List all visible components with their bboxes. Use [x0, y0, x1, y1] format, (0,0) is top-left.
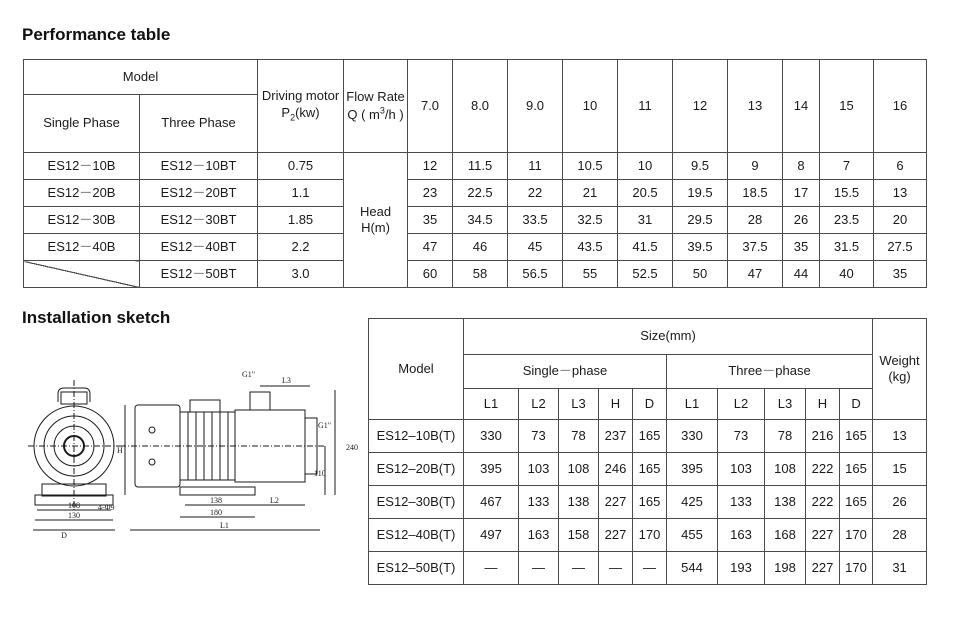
size-value: — [633, 552, 667, 585]
head-value: 9 [728, 153, 783, 180]
head-value: 45 [508, 234, 563, 261]
size-value: 168 [765, 519, 806, 552]
size-value: 138 [559, 486, 599, 519]
table-row [369, 453, 927, 486]
size-value: 425 [667, 486, 718, 519]
size-value: 165 [633, 486, 667, 519]
size-value: 165 [840, 486, 873, 519]
size-value: 138 [765, 486, 806, 519]
size-value: 237 [599, 420, 633, 453]
q-unit-label: Q ( $m^3/h$ ) [347, 105, 404, 122]
size-value: 227 [599, 486, 633, 519]
head-value: 29.5 [673, 207, 728, 234]
three-phase-model: ES12－20BT [140, 180, 258, 207]
size-value: 158 [559, 519, 599, 552]
head-value: 8 [783, 153, 820, 180]
head-value: 7 [820, 153, 874, 180]
dim-d-label: D [61, 531, 67, 540]
head-value: 39.5 [673, 234, 728, 261]
size-value: — [599, 552, 633, 585]
dimension-column-header: L3 [559, 389, 599, 420]
size-value: 73 [718, 420, 765, 453]
size-value: 170 [840, 519, 873, 552]
dim-240-label: 240 [346, 443, 358, 452]
three-phase-model: ES12－30BT [140, 207, 258, 234]
pump-side-view [120, 392, 325, 495]
size-value: 222 [806, 486, 840, 519]
head-value: 35 [408, 207, 453, 234]
motor-power: 1.1 [258, 180, 344, 207]
size-value: 467 [464, 486, 519, 519]
size-value: 170 [633, 519, 667, 552]
single-phase-header: Single－phase [464, 355, 667, 389]
size-value: 497 [464, 519, 519, 552]
head-value: 19.5 [673, 180, 728, 207]
head-value: 12 [408, 153, 453, 180]
weight-value: 28 [873, 519, 927, 552]
size-value: 544 [667, 552, 718, 585]
g1-right-label: G1" [318, 421, 332, 430]
flow-value: 8.0 [453, 60, 508, 153]
flow-value: 10 [563, 60, 618, 153]
dimension-column-header: L2 [519, 389, 559, 420]
table-row [369, 486, 927, 519]
head-value: 43.5 [563, 234, 618, 261]
dim-138-label: 138 [210, 496, 222, 505]
size-value: 222 [806, 453, 840, 486]
head-value: 22 [508, 180, 563, 207]
model-cell: ES12–40B(T) [369, 519, 464, 552]
model-header: Model [369, 319, 464, 420]
dim-130-label: 130 [68, 511, 80, 520]
size-value: 227 [806, 552, 840, 585]
head-value: 47 [408, 234, 453, 261]
size-value: 163 [519, 519, 559, 552]
table-row [24, 234, 927, 261]
table-row [369, 552, 927, 585]
size-value: — [559, 552, 599, 585]
motor-power: 0.75 [258, 153, 344, 180]
table-row [24, 207, 927, 234]
head-value: 20 [874, 207, 927, 234]
size-value: 227 [599, 519, 633, 552]
head-value: 35 [874, 261, 927, 288]
size-value: 216 [806, 420, 840, 453]
head-value: 10 [618, 153, 673, 180]
head-value: 18.5 [728, 180, 783, 207]
size-value: 165 [633, 453, 667, 486]
dimension-column-header: H [806, 389, 840, 420]
size-value: 227 [806, 519, 840, 552]
model-header: Model [24, 60, 258, 95]
size-value: 103 [718, 453, 765, 486]
head-unit: H(m) [361, 220, 390, 235]
holes-label: 4-Φ9 [98, 503, 115, 512]
head-value: 32.5 [563, 207, 618, 234]
dimension-column-header: L3 [765, 389, 806, 420]
dimension-column-header: L2 [718, 389, 765, 420]
head-label-cell [344, 153, 408, 288]
dimension-column-header: D [633, 389, 667, 420]
head-value: 44 [783, 261, 820, 288]
head-value: 41.5 [618, 234, 673, 261]
size-value: 330 [667, 420, 718, 453]
table-row [369, 519, 927, 552]
flow-value: 9.0 [508, 60, 563, 153]
head-value: 47 [728, 261, 783, 288]
size-value: 395 [667, 453, 718, 486]
dimension-column-header: L1 [464, 389, 519, 420]
three-phase-header: Three－phase [667, 355, 873, 389]
table-row [24, 180, 927, 207]
flow-rate-label: Flow Rate [346, 89, 405, 105]
single-phase-model: ES12－10B [24, 153, 140, 180]
head-value: 23.5 [820, 207, 874, 234]
flow-value: 15 [820, 60, 874, 153]
head-value: 10.5 [563, 153, 618, 180]
head-value: 22.5 [453, 180, 508, 207]
size-value: 165 [633, 420, 667, 453]
head-value: 11 [508, 153, 563, 180]
head-value: 37.5 [728, 234, 783, 261]
size-value: 330 [464, 420, 519, 453]
driving-motor-header [258, 60, 344, 153]
performance-table [23, 59, 927, 288]
weight-value: 26 [873, 486, 927, 519]
size-header: Size(mm) [464, 319, 873, 355]
size-value: 108 [765, 453, 806, 486]
single-phase-header: Single Phase [24, 95, 140, 153]
weight-value: 15 [873, 453, 927, 486]
size-value: — [519, 552, 559, 585]
motor-power: 1.85 [258, 207, 344, 234]
head-value: 55 [563, 261, 618, 288]
performance-table-heading: Performance table [22, 25, 171, 44]
size-value: 73 [519, 420, 559, 453]
single-phase-model: ES12－20B [24, 180, 140, 207]
side-dimensions [117, 370, 358, 530]
head-label: Head [359, 203, 392, 219]
head-value: 40 [820, 261, 874, 288]
head-value: 6 [874, 153, 927, 180]
head-value: 28 [728, 207, 783, 234]
single-phase-model: ES12－30B [24, 207, 140, 234]
size-value: 455 [667, 519, 718, 552]
driving-motor-label: Driving motor [261, 88, 340, 104]
l3-label: L3 [282, 376, 291, 385]
three-phase-header: Three Phase [140, 95, 258, 153]
table-row [24, 153, 927, 180]
motor-power: 3.0 [258, 261, 344, 288]
flow-value: 16 [874, 60, 927, 153]
model-cell: ES12–20B(T) [369, 453, 464, 486]
head-value: 20.5 [618, 180, 673, 207]
size-value: 78 [559, 420, 599, 453]
head-value: 50 [673, 261, 728, 288]
head-value: 13 [874, 180, 927, 207]
head-value: 31.5 [820, 234, 874, 261]
head-value: 52.5 [618, 261, 673, 288]
l2-label: L2 [270, 496, 279, 505]
three-phase-model: ES12－40BT [140, 234, 258, 261]
head-value: 26 [783, 207, 820, 234]
head-value: 23 [408, 180, 453, 207]
head-value: 46 [453, 234, 508, 261]
size-value: 133 [718, 486, 765, 519]
motor-power: 2.2 [258, 234, 344, 261]
dim-180-label: 180 [210, 508, 222, 517]
table-row [369, 420, 927, 453]
installation-sketch [20, 350, 365, 545]
head-value: 17 [783, 180, 820, 207]
head-value: 31 [618, 207, 673, 234]
flow-value: 7.0 [408, 60, 453, 153]
head-value: 60 [408, 261, 453, 288]
head-value: 34.5 [453, 207, 508, 234]
model-cell: ES12–50B(T) [369, 552, 464, 585]
head-value: 58 [453, 261, 508, 288]
size-table [368, 318, 927, 585]
flow-value: 13 [728, 60, 783, 153]
size-value: 163 [718, 519, 765, 552]
dimension-column-header: H [599, 389, 633, 420]
size-value: 165 [840, 420, 873, 453]
three-phase-model: ES12－50BT [140, 261, 258, 288]
dim-108-label: 108 [68, 501, 80, 510]
installation-sketch-heading: Installation sketch [22, 308, 171, 327]
dimension-column-header: L1 [667, 389, 718, 420]
single-phase-model: ES12－40B [24, 234, 140, 261]
dimension-column-header: D [840, 389, 873, 420]
head-value: 21 [563, 180, 618, 207]
p2-label: $P_2(kw)$ [281, 104, 320, 123]
model-cell: ES12–10B(T) [369, 420, 464, 453]
size-value: 395 [464, 453, 519, 486]
size-value: 133 [519, 486, 559, 519]
flow-value: 12 [673, 60, 728, 153]
size-value: 170 [840, 552, 873, 585]
weight-header: Weight (kg) [873, 319, 927, 420]
head-value: 27.5 [874, 234, 927, 261]
size-value: 103 [519, 453, 559, 486]
flow-value: 11 [618, 60, 673, 153]
weight-value: 31 [873, 552, 927, 585]
model-cell: ES12–30B(T) [369, 486, 464, 519]
l1-label: L1 [220, 521, 229, 530]
size-value: 108 [559, 453, 599, 486]
h-label: H [117, 446, 123, 455]
flow-value: 14 [783, 60, 820, 153]
head-value: 35 [783, 234, 820, 261]
dim-110-label: 110 [314, 469, 326, 478]
size-value: — [464, 552, 519, 585]
flow-rate-header [344, 60, 408, 153]
head-value: 56.5 [508, 261, 563, 288]
size-value: 193 [718, 552, 765, 585]
three-phase-model: ES12－10BT [140, 153, 258, 180]
head-value: 33.5 [508, 207, 563, 234]
weight-value: 13 [873, 420, 927, 453]
head-value: 9.5 [673, 153, 728, 180]
head-value: 15.5 [820, 180, 874, 207]
size-value: 246 [599, 453, 633, 486]
pump-front-view [28, 380, 120, 510]
empty-diagonal-cell [24, 261, 140, 288]
table-row [24, 261, 927, 288]
size-value: 165 [840, 453, 873, 486]
size-value: 198 [765, 552, 806, 585]
head-value: 11.5 [453, 153, 508, 180]
g1-left-label: G1" [242, 370, 256, 379]
size-value: 78 [765, 420, 806, 453]
front-dimensions [33, 501, 115, 540]
